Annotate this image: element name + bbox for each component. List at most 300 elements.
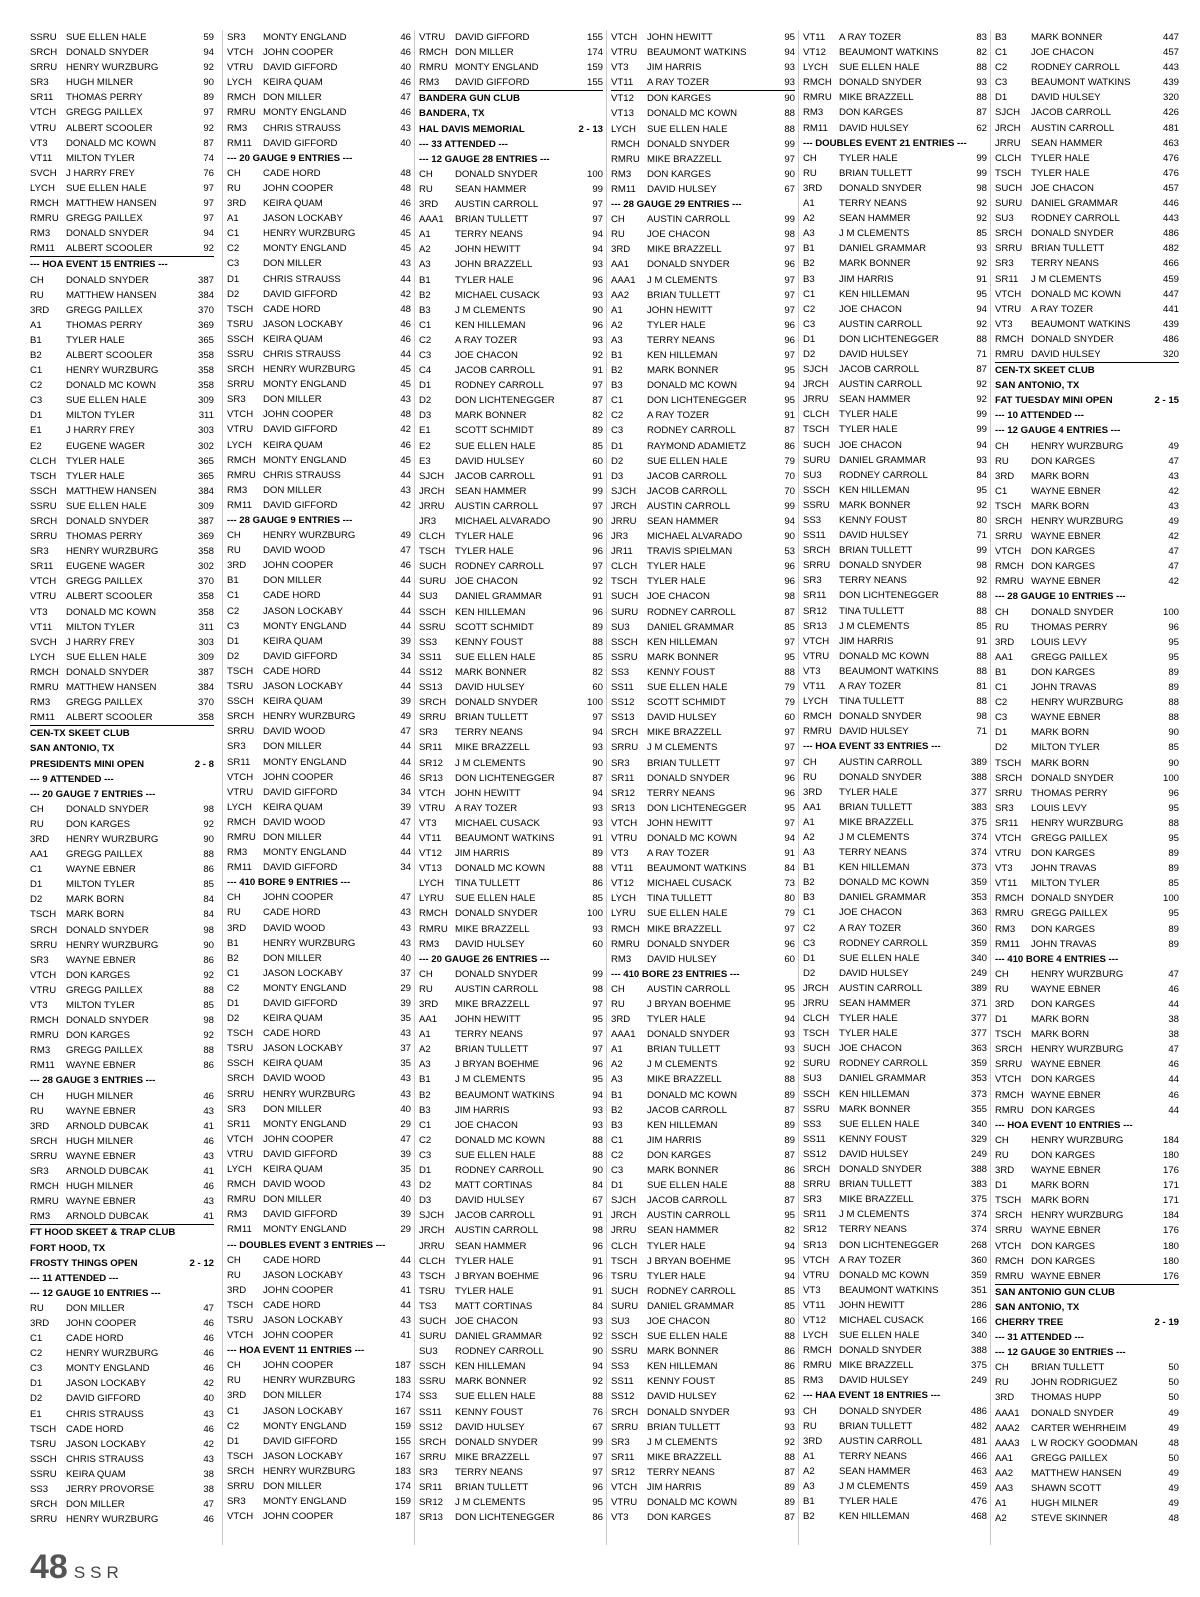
class-code: C3 bbox=[227, 258, 240, 270]
class-code: B1 bbox=[419, 274, 431, 286]
class-code: SRRU bbox=[30, 1150, 58, 1162]
class-code: RMCH bbox=[995, 333, 1024, 345]
class-code: B1 bbox=[611, 349, 623, 361]
class-code: AAA1 bbox=[995, 1407, 1020, 1419]
shooter-name: JACOB CARROLL bbox=[647, 1195, 727, 1207]
class-code: AA3 bbox=[995, 1483, 1014, 1494]
score: 49 bbox=[1168, 1483, 1179, 1494]
result-row bbox=[30, 802, 214, 817]
class-code: E3 bbox=[419, 455, 431, 467]
shooter-name: KEN HILLEMAN bbox=[455, 606, 526, 618]
class-code: SR3 bbox=[30, 546, 49, 558]
result-row bbox=[995, 771, 1179, 786]
class-code: LYCH bbox=[227, 1164, 252, 1176]
result-row bbox=[227, 1358, 411, 1373]
result-row bbox=[803, 815, 987, 830]
result-row bbox=[30, 1512, 214, 1527]
score: 29 bbox=[400, 1118, 411, 1130]
result-row bbox=[611, 801, 795, 816]
shooter-name: DONALD SNYDER bbox=[647, 1406, 730, 1418]
class-code: TSCH bbox=[30, 909, 57, 921]
result-row bbox=[30, 333, 214, 348]
result-row bbox=[611, 1450, 795, 1465]
shooter-name: DONALD SNYDER bbox=[66, 47, 149, 59]
shooter-name: STEVE SKINNER bbox=[1031, 1513, 1108, 1525]
shooter-name: DONALD SNYDER bbox=[66, 666, 149, 678]
class-code: VTRU bbox=[419, 32, 446, 43]
shooter-name: KEIRA QUAM bbox=[263, 333, 323, 345]
result-row bbox=[803, 845, 987, 860]
score: 95 bbox=[1168, 908, 1179, 920]
class-code: B1 bbox=[803, 862, 815, 874]
shooter-name: DON MILLER bbox=[263, 1103, 322, 1115]
shooter-name: DAVID HULSEY bbox=[839, 348, 909, 360]
class-code: SU3 bbox=[995, 213, 1014, 225]
shooter-name: BRIAN TULLETT bbox=[455, 1044, 529, 1056]
result-row bbox=[419, 1359, 603, 1374]
class-code: RMRU bbox=[995, 1270, 1024, 1282]
result-row bbox=[611, 318, 795, 333]
class-code: SR3 bbox=[803, 1194, 822, 1206]
result-row bbox=[30, 105, 214, 120]
result-row bbox=[611, 544, 795, 559]
score: 46 bbox=[203, 1181, 214, 1193]
score: 47 bbox=[400, 92, 411, 104]
result-row bbox=[419, 1223, 603, 1238]
result-row bbox=[30, 1497, 214, 1512]
class-code: TSCH bbox=[995, 1029, 1022, 1041]
result-row bbox=[995, 226, 1179, 241]
result-row bbox=[30, 1452, 214, 1467]
shooter-name: DAVID HULSEY bbox=[455, 1421, 525, 1433]
score: 93 bbox=[784, 77, 795, 89]
shooter-name: AUSTIN CARROLL bbox=[455, 1225, 539, 1237]
result-row bbox=[611, 1239, 795, 1254]
class-code: SJCH bbox=[611, 485, 637, 497]
shooter-name: LOUIS LEVY bbox=[1031, 802, 1087, 814]
result-row bbox=[419, 937, 603, 952]
shooter-name: DONALD SNYDER bbox=[647, 772, 730, 784]
shooter-name: MARK BONNER bbox=[455, 666, 527, 678]
class-code: D1 bbox=[995, 727, 1008, 739]
result-row bbox=[611, 393, 795, 408]
class-code: RM3 bbox=[30, 697, 51, 709]
score: 45 bbox=[400, 379, 411, 391]
score: 302 bbox=[197, 561, 214, 573]
score: 457 bbox=[1162, 182, 1179, 194]
shooter-name: WAYNE EBNER bbox=[1031, 1089, 1101, 1101]
class-code: D1 bbox=[803, 952, 816, 964]
class-code: VTCH bbox=[611, 817, 638, 829]
result-row bbox=[995, 196, 1179, 211]
score: 40 bbox=[203, 1393, 214, 1405]
class-code: CH bbox=[419, 968, 433, 980]
class-code: C3 bbox=[30, 395, 43, 407]
result-row bbox=[611, 740, 795, 755]
class-code: C2 bbox=[227, 243, 240, 255]
class-code: RMCH bbox=[995, 893, 1024, 905]
shooter-name: RODNEY CARROLL bbox=[455, 380, 544, 392]
shooter-name: TYLER HALE bbox=[839, 152, 898, 164]
shooter-name: DAVID WOOD bbox=[263, 1179, 326, 1191]
shooter-name: DAVID HULSEY bbox=[839, 967, 909, 979]
class-code: TSCH bbox=[30, 1423, 57, 1435]
result-row bbox=[419, 182, 603, 197]
result-row bbox=[611, 1178, 795, 1193]
result-row bbox=[803, 75, 987, 90]
class-code: SR12 bbox=[611, 787, 635, 799]
class-code: SR11 bbox=[227, 1118, 251, 1130]
shooter-name: MILTON TYLER bbox=[1031, 878, 1100, 890]
result-row bbox=[30, 983, 214, 998]
result-row bbox=[30, 1043, 214, 1058]
score: 79 bbox=[784, 697, 795, 709]
result-row bbox=[30, 226, 214, 241]
score: 95 bbox=[784, 1255, 795, 1267]
score: 88 bbox=[784, 1451, 795, 1463]
class-code: SR3 bbox=[803, 575, 822, 587]
result-row bbox=[30, 862, 214, 877]
score: 85 bbox=[203, 879, 214, 891]
section-heading bbox=[995, 1345, 1179, 1360]
result-row bbox=[30, 30, 214, 45]
class-code: LYRU bbox=[419, 893, 444, 905]
class-code: LYCH bbox=[30, 182, 55, 194]
score: 99 bbox=[784, 214, 795, 226]
class-code: CH bbox=[227, 530, 241, 542]
class-code: RMCH bbox=[803, 711, 832, 723]
score: 50 bbox=[1168, 1452, 1179, 1464]
result-row bbox=[611, 378, 795, 393]
score: 389 bbox=[970, 756, 987, 768]
result-row bbox=[227, 377, 411, 392]
score: 98 bbox=[592, 983, 603, 995]
result-row bbox=[30, 484, 214, 499]
score: 171 bbox=[1162, 1180, 1179, 1192]
shooter-name: DAVID HULSEY bbox=[1031, 348, 1101, 360]
result-row bbox=[803, 1509, 987, 1524]
result-row bbox=[995, 997, 1179, 1012]
shooter-name: JASON LOCKABY bbox=[66, 1378, 146, 1390]
result-row bbox=[611, 484, 795, 499]
result-row bbox=[803, 1222, 987, 1237]
score: 98 bbox=[203, 803, 214, 815]
class-code: SSCH bbox=[611, 636, 638, 648]
result-row bbox=[30, 469, 214, 484]
score: 97 bbox=[784, 153, 795, 165]
class-code: VT3 bbox=[611, 62, 629, 74]
score: 94 bbox=[592, 727, 603, 739]
result-row bbox=[227, 1162, 411, 1177]
shooter-name: DONALD SNYDER bbox=[839, 771, 922, 783]
result-row bbox=[419, 1389, 603, 1404]
class-code: RMRU bbox=[995, 348, 1024, 360]
shooter-name: MONTY ENGLAND bbox=[455, 62, 539, 74]
shooter-name: DONALD MC KOWN bbox=[647, 1497, 738, 1509]
score: 44 bbox=[400, 348, 411, 360]
score: 93 bbox=[592, 1119, 603, 1131]
class-code: SUCH bbox=[995, 182, 1023, 194]
score: 47 bbox=[1168, 561, 1179, 573]
result-row bbox=[803, 196, 987, 211]
result-row bbox=[995, 1496, 1179, 1511]
result-row bbox=[995, 937, 1179, 952]
result-row bbox=[803, 1298, 987, 1313]
score: 94 bbox=[784, 1270, 795, 1282]
result-row bbox=[419, 1133, 603, 1148]
score: 43 bbox=[203, 1453, 214, 1465]
score: 90 bbox=[592, 304, 603, 316]
result-row bbox=[803, 709, 987, 724]
score: 96 bbox=[1168, 621, 1179, 633]
result-row bbox=[611, 725, 795, 740]
score: 88 bbox=[203, 849, 214, 861]
shooter-name: KEIRA QUAM bbox=[263, 635, 323, 647]
class-code: 3RD bbox=[995, 1165, 1015, 1177]
score: 44 bbox=[400, 831, 411, 843]
result-row bbox=[803, 422, 987, 437]
result-row bbox=[419, 1374, 603, 1389]
score: 29 bbox=[400, 1224, 411, 1236]
class-code: RM3 bbox=[30, 1045, 51, 1057]
result-row bbox=[30, 166, 214, 181]
shooter-name: DONALD SNYDER bbox=[839, 1345, 922, 1357]
result-row bbox=[995, 1103, 1179, 1118]
class-code: VTCH bbox=[227, 47, 254, 59]
shooter-name: KEN HILLEMAN bbox=[839, 288, 910, 300]
class-code: TS3 bbox=[419, 1300, 437, 1312]
score: 303 bbox=[197, 636, 214, 648]
class-code: D1 bbox=[227, 998, 240, 1009]
class-code: SRCH bbox=[419, 1436, 447, 1448]
score: 87 bbox=[203, 137, 214, 149]
class-code: RMCH bbox=[30, 1015, 59, 1027]
score: 67 bbox=[784, 183, 795, 195]
shooter-name: MIKE BRAZZELL bbox=[455, 923, 530, 935]
class-code: VTRU bbox=[611, 832, 638, 844]
score: 375 bbox=[970, 816, 987, 828]
score: 49 bbox=[1168, 516, 1179, 527]
score: 95 bbox=[976, 288, 987, 300]
result-row bbox=[611, 1284, 795, 1299]
class-code: RMCH bbox=[227, 454, 256, 466]
shooter-name: RODNEY CARROLL bbox=[839, 937, 928, 949]
class-code: RMRU bbox=[419, 62, 448, 74]
shooter-name: SEAN HAMMER bbox=[1031, 137, 1103, 149]
shooter-name: MIKE BRAZZELL bbox=[647, 244, 722, 256]
class-code: CH bbox=[611, 983, 625, 995]
class-code: 3RD bbox=[803, 1435, 823, 1447]
class-code: VT12 bbox=[419, 848, 442, 860]
class-code: TSCH bbox=[803, 1028, 830, 1040]
result-row bbox=[419, 197, 603, 212]
score: 359 bbox=[970, 877, 987, 889]
shooter-name: JASON LOCKABY bbox=[263, 1314, 343, 1326]
shooter-name: HENRY WURZBURG bbox=[1031, 1044, 1124, 1056]
shooter-name: BEAUMONT WATKINS bbox=[455, 1089, 555, 1101]
score: 59 bbox=[203, 32, 214, 43]
class-code: RMRU bbox=[227, 469, 256, 481]
score: 47 bbox=[1168, 968, 1179, 980]
shooter-name: TYLER HALE bbox=[1031, 167, 1090, 179]
shooter-name: RODNEY CARROLL bbox=[1031, 62, 1120, 74]
shooter-name: DON KARGES bbox=[1031, 455, 1095, 467]
class-code: C3 bbox=[419, 349, 432, 361]
class-code: D1 bbox=[30, 879, 43, 891]
score: 98 bbox=[976, 182, 987, 194]
section-heading bbox=[995, 589, 1179, 604]
class-code: JRRU bbox=[419, 500, 445, 512]
score: 53 bbox=[784, 546, 795, 558]
result-row bbox=[227, 75, 411, 90]
class-code: RMRU bbox=[995, 908, 1024, 920]
score: 85 bbox=[1168, 742, 1179, 754]
shooter-name: MATTHEW HANSEN bbox=[66, 198, 157, 210]
result-row bbox=[995, 136, 1179, 151]
result-row bbox=[611, 303, 795, 318]
result-row bbox=[419, 227, 603, 242]
class-code: CH bbox=[995, 1362, 1009, 1374]
class-code: VT3 bbox=[995, 318, 1013, 330]
result-row bbox=[227, 498, 411, 513]
shooter-name: JOHN COOPER bbox=[263, 1284, 334, 1296]
result-row bbox=[611, 212, 795, 227]
class-code: A2 bbox=[803, 213, 815, 225]
shooter-name: AUSTIN CARROLL bbox=[839, 982, 923, 994]
class-code: A1 bbox=[611, 304, 623, 316]
class-code: SR3 bbox=[227, 394, 246, 406]
shooter-name: KENNY FOUST bbox=[455, 1406, 524, 1418]
class-code: VT3 bbox=[30, 137, 48, 149]
class-code: SR3 bbox=[227, 32, 246, 43]
class-code: SU3 bbox=[803, 469, 822, 481]
shooter-name: DAVID HULSEY bbox=[839, 530, 909, 542]
score: 92 bbox=[203, 818, 214, 830]
shooter-name: AUSTIN CARROLL bbox=[839, 379, 923, 391]
class-code: B3 bbox=[995, 32, 1007, 43]
score: 92 bbox=[203, 62, 214, 74]
class-code: B3 bbox=[611, 1119, 623, 1131]
section-heading bbox=[995, 1118, 1179, 1133]
result-row bbox=[419, 1405, 603, 1420]
class-code: D1 bbox=[30, 410, 43, 422]
section-heading bbox=[419, 91, 603, 106]
result-row bbox=[803, 1404, 987, 1419]
class-code: RU bbox=[227, 1269, 241, 1281]
result-row bbox=[227, 1388, 411, 1403]
result-row bbox=[30, 544, 214, 559]
score: 50 bbox=[1168, 1377, 1179, 1389]
shooter-name: HENRY WURZBURG bbox=[263, 530, 356, 542]
shooter-name: MARK BORN bbox=[1031, 757, 1090, 769]
result-row bbox=[419, 257, 603, 272]
class-code: SS12 bbox=[419, 666, 443, 678]
score: 351 bbox=[970, 1284, 987, 1296]
result-row bbox=[995, 922, 1179, 937]
result-row bbox=[803, 996, 987, 1011]
result-row bbox=[30, 348, 214, 363]
score: 97 bbox=[592, 380, 603, 392]
class-code: RMCH bbox=[803, 77, 832, 89]
class-code: 3RD bbox=[419, 199, 439, 211]
shooter-name: BRIAN TULLETT bbox=[455, 1482, 529, 1493]
score: 91 bbox=[592, 1255, 603, 1267]
result-row bbox=[227, 709, 411, 724]
score: 46 bbox=[203, 1423, 214, 1435]
class-code: JRRU bbox=[995, 137, 1021, 149]
shooter-name: DAVID WOOD bbox=[263, 726, 326, 738]
class-code: SJCH bbox=[611, 1195, 637, 1207]
score: 89 bbox=[592, 848, 603, 860]
section-heading bbox=[419, 137, 603, 152]
class-code: RU bbox=[227, 182, 241, 194]
result-row bbox=[227, 1041, 411, 1056]
score: 49 bbox=[1168, 1422, 1179, 1434]
score: 96 bbox=[592, 319, 603, 331]
class-code: SR11 bbox=[30, 561, 54, 573]
shooter-name: JACOB CARROLL bbox=[455, 1210, 535, 1222]
class-code: SR3 bbox=[30, 1166, 49, 1178]
class-code: RU bbox=[419, 983, 433, 995]
shooter-name: GREGG PAILLEX bbox=[66, 1045, 143, 1057]
shooter-name: HUGH MILNER bbox=[66, 1135, 134, 1147]
heading-text: --- DOUBLES EVENT 21 ENTRIES --- bbox=[803, 137, 967, 149]
shooter-name: TERRY NEANS bbox=[455, 1466, 523, 1478]
score: 49 bbox=[400, 711, 411, 723]
result-row bbox=[803, 377, 987, 392]
class-code: SRRU bbox=[995, 1225, 1023, 1237]
shooter-name: JASON LOCKABY bbox=[263, 1269, 343, 1281]
score: 93 bbox=[976, 454, 987, 466]
shooter-name: TYLER HALE bbox=[1031, 152, 1090, 164]
class-code: A3 bbox=[419, 259, 431, 271]
result-row bbox=[419, 1284, 603, 1299]
result-row bbox=[227, 422, 411, 437]
result-row bbox=[30, 968, 214, 983]
class-code: C2 bbox=[803, 303, 816, 315]
score: 446 bbox=[1162, 198, 1179, 210]
shooter-name: J BRYAN BOEHME bbox=[455, 1059, 539, 1071]
class-code: AA2 bbox=[611, 289, 630, 301]
shooter-name: GREGG PAILLEX bbox=[66, 576, 143, 588]
score: 84 bbox=[784, 863, 795, 875]
result-row bbox=[227, 1283, 411, 1298]
result-row bbox=[227, 287, 411, 302]
score: 39 bbox=[400, 1148, 411, 1160]
class-code: SRCH bbox=[227, 364, 255, 376]
score: 97 bbox=[203, 213, 214, 225]
result-row bbox=[611, 514, 795, 529]
score: 43 bbox=[400, 907, 411, 919]
class-code: VTRU bbox=[995, 303, 1022, 315]
shooter-name: MIKE BRAZZELL bbox=[647, 727, 722, 739]
class-code: 3RD bbox=[227, 922, 247, 934]
score: 309 bbox=[197, 500, 214, 512]
class-code: LYCH bbox=[611, 893, 636, 905]
result-row bbox=[419, 922, 603, 937]
result-row bbox=[995, 831, 1179, 846]
class-code: SRRU bbox=[227, 1481, 255, 1492]
class-code: JR3 bbox=[611, 531, 629, 543]
shooter-name: SUE ELLEN HALE bbox=[647, 682, 728, 694]
class-code: CH bbox=[30, 1090, 44, 1102]
class-code: RM11 bbox=[611, 183, 636, 195]
result-row bbox=[995, 484, 1179, 499]
score: 67 bbox=[592, 1195, 603, 1207]
class-code: SUCH bbox=[611, 1285, 639, 1297]
score: 176 bbox=[1162, 1270, 1179, 1282]
score: 85 bbox=[592, 440, 603, 452]
